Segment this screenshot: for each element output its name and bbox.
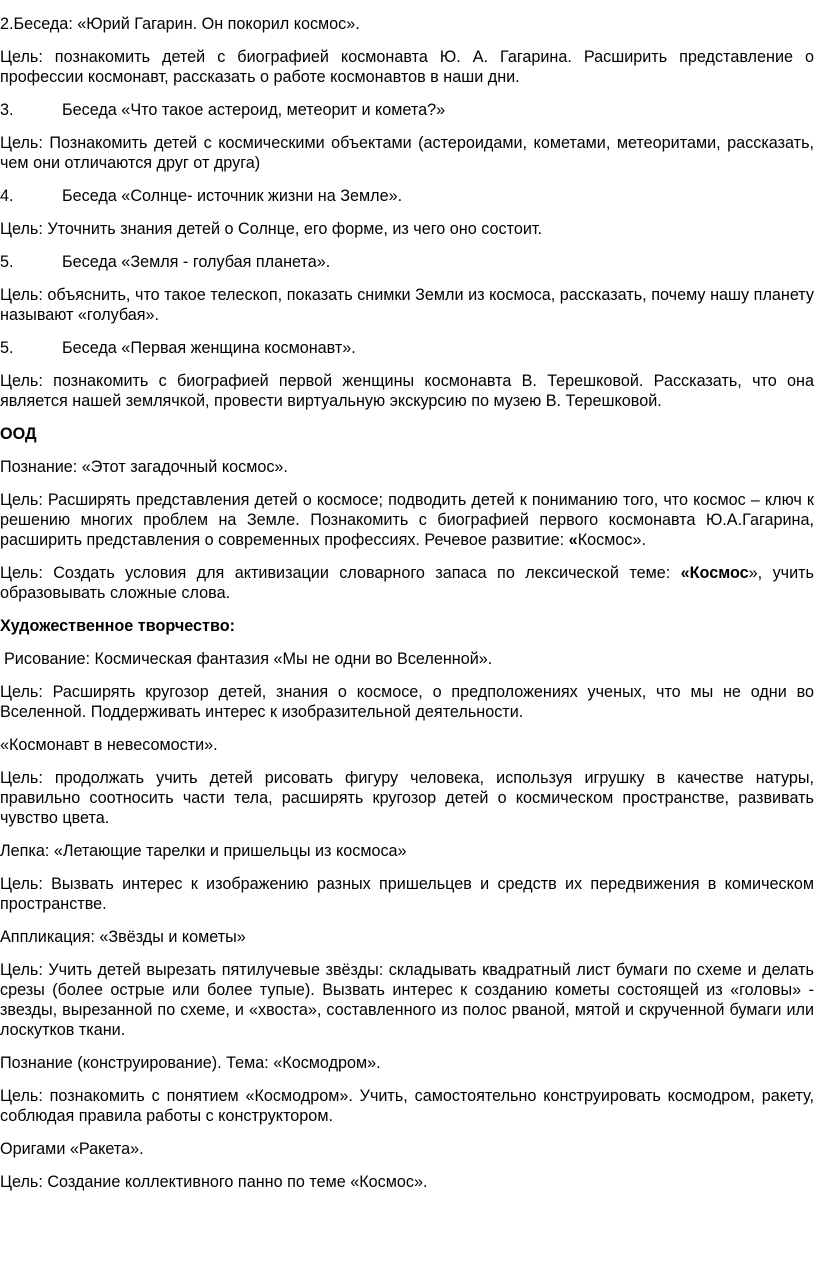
paragraph-goal-applique: Цель: Учить детей вырезать пятилучевые звёзды: складывать квадратный лист бумаги по схеме и делать срезы (более острые или более тупые). Вызвать интерес к созданию кометы состоящей из «головы» - звезды, вырезанной по схеме, и «хвоста», составленного из полос рваной, мятой и скрученной бумаги или лоскутков ткани.	[0, 961, 814, 1039]
item-text: Беседа «Что такое астероид, метеорит и комета?»	[62, 101, 446, 119]
paragraph-drawing: Рисование: Космическая фантазия «Мы не одни во Вселенной».	[4, 650, 493, 668]
item-number: 4.	[0, 187, 14, 205]
paragraph-goal-5b: Цель: познакомить с биографией первой женщины космонавта В. Терешковой. Рассказать, что она является нашей землячкой, провести виртуальную экскурсию по музею В. Терешковой.	[0, 372, 814, 410]
numbered-item-5b	[0, 338, 814, 358]
paragraph-conversation-2: 2.Беседа: «Юрий Гагарин. Он покорил космос».	[0, 15, 360, 33]
paragraph-goal-vocabulary	[0, 563, 814, 603]
paragraph-goal-2: Цель: познакомить детей с биографией космонавта Ю. А. Гагарина. Расширить представление о профессии космонавт, рассказать о работе космонавтов в наши дни.	[0, 48, 814, 86]
section-heading-ood: ООД	[0, 425, 37, 443]
text-run: », учить образовывать сложные слова.	[0, 564, 814, 602]
paragraph-goal-3: Цель: Познакомить детей с космическими объектами (астероидами, кометами, метеоритами, рассказать, чем они отличаются друг от друга)	[0, 134, 814, 172]
paragraph-goal-origami: Цель: Создание коллективного панно по теме «Космос».	[0, 1173, 428, 1191]
item-text: Беседа «Земля - голубая планета».	[62, 253, 331, 271]
paragraph-goal-drawing: Цель: Расширять кругозор детей, знания о космосе, о предположениях ученых, что мы не одни во Вселенной. Поддерживать интерес к изобразительной деятельности.	[0, 683, 814, 721]
text-run: Цель: Расширять представления детей о космосе; подводить детей к пониманию того, что космос – ключ к решению многих проблем на Земле. Познакомить с биографией первого космонавта Ю.А.Гагарина, расширить представления о современных профессиях. Речевое развитие:	[0, 491, 814, 549]
document-page	[0, 14, 816, 1205]
text-run-bold: «Космос	[680, 564, 749, 582]
text-run: Космос».	[577, 531, 646, 549]
numbered-item-5a	[0, 252, 814, 272]
item-number: 5.	[0, 339, 14, 357]
section-heading-art: Художественное творчество:	[0, 617, 235, 635]
paragraph-cognition: Познание: «Этот загадочный космос».	[0, 458, 288, 476]
text-run-bold: «	[568, 531, 578, 549]
item-text: Беседа «Солнце- источник жизни на Земле».	[62, 187, 403, 205]
item-number: 3.	[0, 101, 14, 119]
paragraph-goal-construction: Цель: познакомить с понятием «Космодром». Учить, самостоятельно конструировать космодром, ракету, соблюдая правила работы с конструктором.	[0, 1087, 814, 1125]
text-run: Цель: Создать условия для активизации словарного запаса по лексической теме:	[0, 564, 681, 582]
paragraph-goal-cognition	[0, 490, 814, 550]
paragraph-construction: Познание (конструирование). Тема: «Космодром».	[0, 1054, 381, 1072]
numbered-item-3	[0, 100, 814, 120]
paragraph-goal-5a: Цель: объяснить, что такое телескоп, показать снимки Земли из космоса, рассказать, почему нашу планету называют «голубая».	[0, 286, 814, 324]
paragraph-goal-cosmonaut: Цель: продолжать учить детей рисовать фигуру человека, используя игрушку в качестве натуры, правильно соотносить части тела, расширять кругозор детей о космическом пространстве, развивать чувство цвета.	[0, 769, 814, 827]
paragraph-applique: Аппликация: «Звёзды и кометы»	[0, 928, 246, 946]
item-text: Беседа «Первая женщина космонавт».	[62, 339, 356, 357]
item-number: 5.	[0, 253, 14, 271]
paragraph-cosmonaut: «Космонавт в невесомости».	[0, 736, 218, 754]
numbered-item-4	[0, 186, 814, 206]
paragraph-goal-modeling: Цель: Вызвать интерес к изображению разных пришельцев и средств их передвижения в комическом пространстве.	[0, 875, 814, 913]
paragraph-modeling: Лепка: «Летающие тарелки и пришельцы из космоса»	[0, 842, 407, 860]
paragraph-goal-4: Цель: Уточнить знания детей о Солнце, его форме, из чего оно состоит.	[0, 220, 542, 238]
paragraph-origami: Оригами «Ракета».	[0, 1140, 144, 1158]
